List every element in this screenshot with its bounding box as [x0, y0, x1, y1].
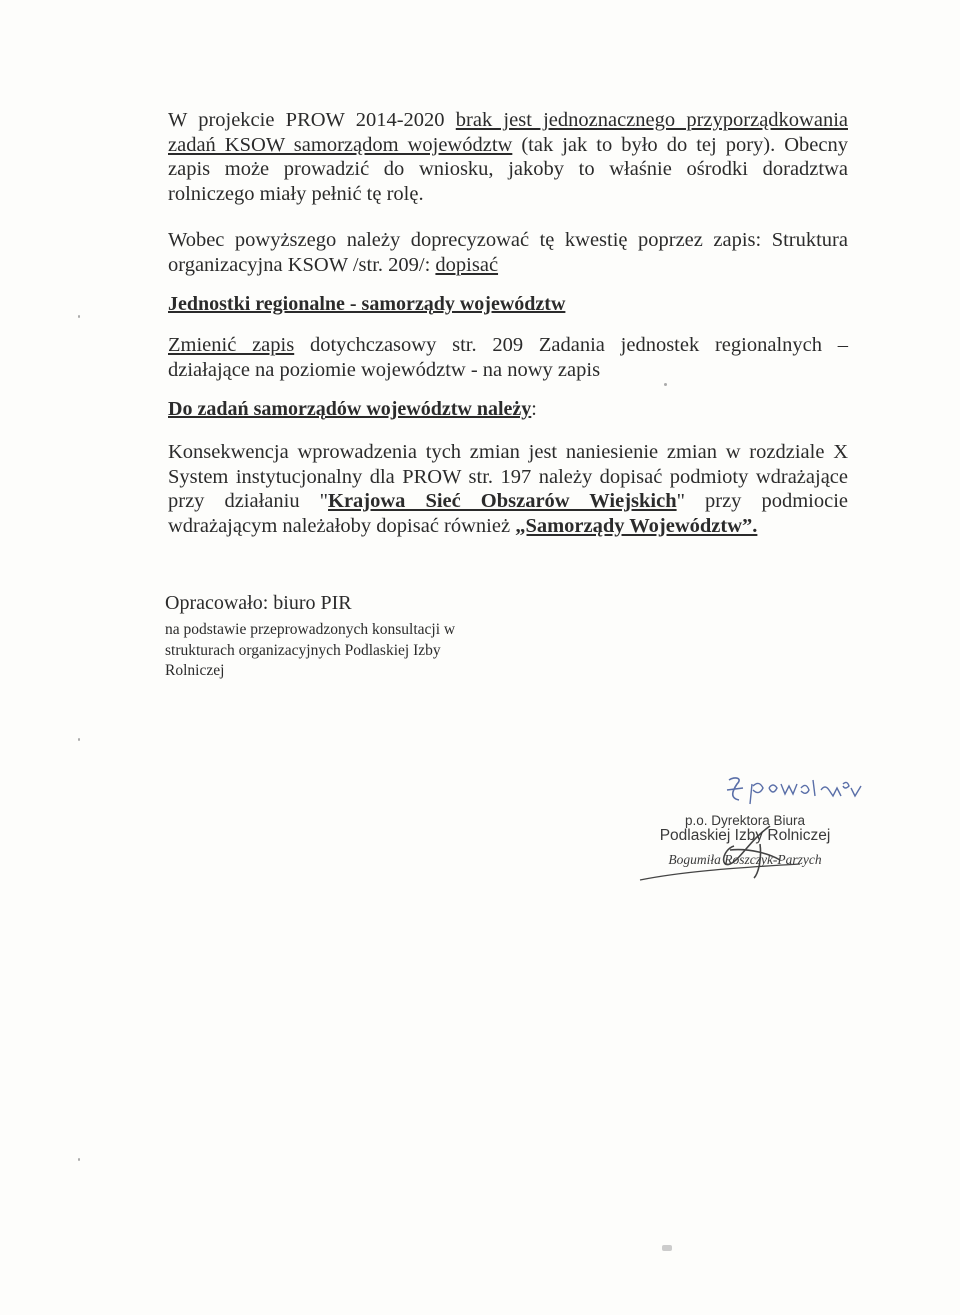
stamp-line2: Podlaskiej Izby Rolniczej: [659, 827, 831, 844]
paragraph4-bold-samorzady: „Samorządy Województw”.: [515, 514, 758, 537]
paragraph1-text-end: (tak jak to było do tej pory). Obecny zapis może prowadzić do wniosku, jakoby to właśnie ośrodki doradztwa rolniczego miały pełnić tę rolę.: [168, 133, 849, 205]
prepared-by: Opracowało: biuro PIR: [165, 592, 352, 614]
paragraph3-text: dotychczasowy str. 209 Zadania jednostek regionalnych – działające na poziomie województw - na nowy zapis: [168, 334, 848, 381]
paragraph-consequence: [168, 440, 848, 538]
scan-speck: [78, 1158, 80, 1161]
heading-voivodeship-tasks: [168, 398, 537, 421]
heading2-colon: :: [531, 398, 537, 420]
paragraph2-underlined: dopisać: [435, 253, 499, 276]
paragraph4-text-mid: " przy podmiocie wdrażającym należałoby dopisać również: [168, 490, 848, 537]
paragraph1-underlined: brak jest jednoznacznego przyporządkowania zadań KSOW samorządom województw: [168, 109, 848, 156]
scan-speck: [662, 1245, 672, 1251]
paragraph1-text-start: W projekcie PROW 2014-2020: [168, 109, 456, 131]
paragraph2-text: Wobec powyższego należy doprecyzować tę kwestię poprzez zapis: Struktura organizacyjna KSOW /str. 209/:: [168, 229, 848, 276]
scan-speck: [78, 315, 80, 318]
prepared-note: na podstawie przeprowadzonych konsultacji w strukturach organizacyjnych Podlaskiej Izby Rolniczej: [165, 621, 456, 679]
scan-speck: [78, 738, 80, 741]
paragraph-clarification: [168, 228, 848, 277]
handwritten-signature-icon: [725, 770, 865, 810]
scan-speck: [664, 383, 667, 386]
heading2-underlined: Do zadań samorządów województw należy: [168, 398, 532, 420]
paragraph4-bold-ksow: Krajowa Sieć Obszarów Wiejskich: [328, 490, 677, 512]
heading-regional-units: Jednostki regionalne - samorządy województw: [168, 293, 566, 315]
paragraph-prow-assignment: [168, 108, 848, 206]
stamp-line3: Bogumiła Roszczyk-Parzych: [668, 852, 822, 867]
paragraph-change-record: [168, 333, 848, 382]
paragraph4-text-start: Konsekwencja wprowadzenia tych zmian jest naniesienie zmian w rozdziale X System instytucjonalny dla PROW str. 197 należy dopisać podmioty wdrażające przy działaniu ": [168, 441, 848, 512]
paragraph3-underlined: Zmienić zapis: [168, 334, 295, 356]
stamp-line1: p.o. Dyrektora Biura: [684, 813, 806, 828]
